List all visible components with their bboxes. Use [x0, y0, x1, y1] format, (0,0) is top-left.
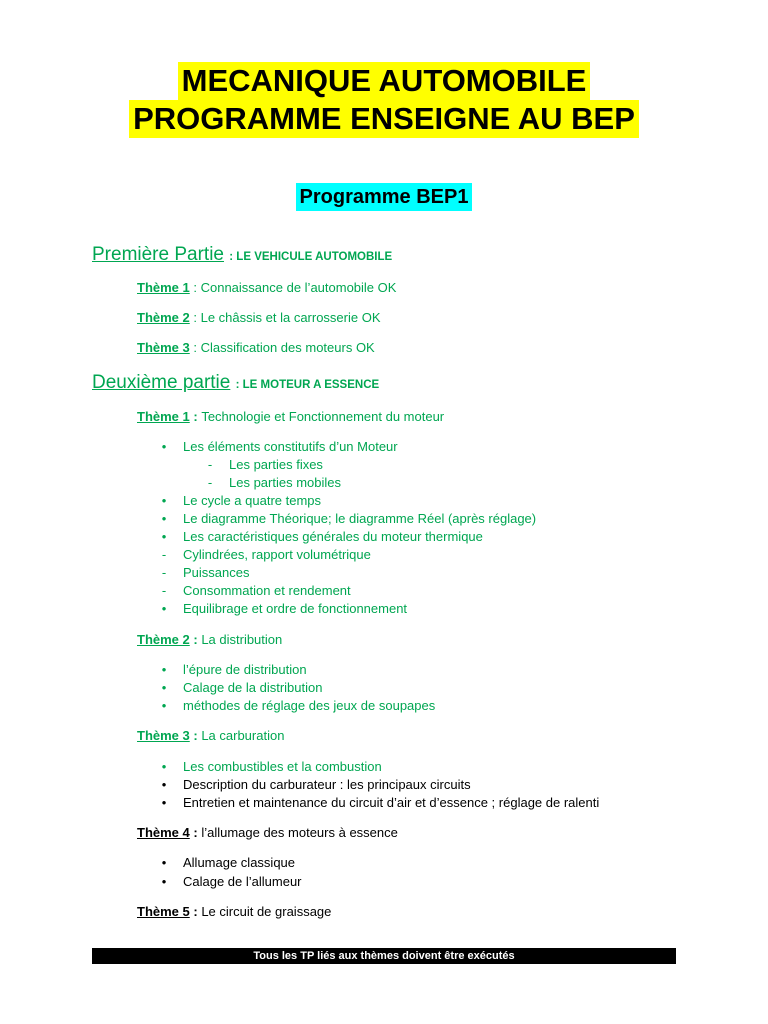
list-item — [207, 474, 341, 492]
list-item — [161, 697, 436, 715]
part-2-title: Deuxième partie — [92, 372, 231, 393]
list-item — [161, 438, 398, 456]
list-item — [161, 546, 371, 564]
bullet-marker: • — [161, 759, 167, 774]
list-item — [207, 456, 323, 474]
list-item — [161, 758, 382, 776]
footer-banner: Tous les TP liés aux thèmes doivent être exécutés — [92, 948, 676, 964]
item-text: Les parties fixes — [229, 457, 323, 472]
theme-label: Thème 2 — [137, 632, 190, 647]
item-text: Les parties mobiles — [229, 475, 341, 490]
item-text: Description du carburateur : les principaux circuits — [183, 777, 471, 792]
item-text: Consommation et rendement — [183, 583, 351, 598]
part-1-theme-1 — [137, 279, 396, 297]
theme-text: : Connaissance de l’automobile OK — [193, 280, 397, 295]
part-2-theme-5 — [137, 903, 331, 921]
item-text: Calage de la distribution — [183, 680, 323, 695]
theme-text: La carburation — [201, 728, 285, 743]
document-title — [0, 62, 768, 138]
theme-label: Thème 1 — [137, 409, 190, 424]
list-item — [161, 679, 323, 697]
theme-label: Thème 3 — [137, 340, 190, 355]
item-text: Puissances — [183, 565, 250, 580]
part-2-theme-3 — [137, 727, 284, 745]
theme-label: Thème 3 — [137, 728, 190, 743]
part-2-theme-1 — [137, 408, 444, 426]
subtitle-text: Programme BEP1 — [296, 183, 473, 211]
list-item — [161, 854, 296, 872]
item-text: Le cycle a quatre temps — [183, 493, 322, 508]
bullet-marker: • — [161, 680, 167, 695]
part-1-heading — [92, 243, 392, 269]
part-1-title: Première Partie — [92, 244, 224, 265]
part-1-theme-3 — [137, 339, 375, 357]
dash-marker: - — [207, 475, 213, 490]
theme-text: Technologie et Fonctionnement du moteur — [201, 409, 445, 424]
bullet-marker: • — [161, 662, 167, 677]
list-item — [161, 794, 600, 812]
item-text: l’épure de distribution — [183, 662, 307, 677]
bullet-marker: • — [161, 529, 167, 544]
dash-marker: - — [161, 583, 167, 598]
list-item — [161, 873, 302, 891]
theme-separator: : — [189, 904, 202, 919]
item-text: Les caractéristiques générales du moteur thermique — [183, 529, 483, 544]
bullet-marker: • — [161, 511, 167, 526]
list-item — [161, 492, 322, 510]
dash-marker: - — [161, 565, 167, 580]
list-item — [161, 510, 537, 528]
dash-marker: - — [207, 457, 213, 472]
theme-label: Thème 2 — [137, 310, 190, 325]
theme-label: Thème 1 — [137, 280, 190, 295]
list-item — [161, 528, 483, 546]
bullet-marker: • — [161, 601, 167, 616]
item-text: Les éléments constitutifs d’un Moteur — [183, 439, 398, 454]
theme-text: l’allumage des moteurs à essence — [201, 825, 398, 840]
item-text: Equilibrage et ordre de fonctionnement — [183, 601, 408, 616]
part-2-heading — [92, 371, 379, 397]
title-line-1: MECANIQUE AUTOMOBILE — [178, 62, 591, 100]
list-item — [161, 776, 471, 794]
bullet-marker: • — [161, 855, 167, 870]
item-text: Les combustibles et la combustion — [183, 759, 382, 774]
part-1-description: : LE VEHICULE AUTOMOBILE — [229, 251, 393, 263]
theme-separator: : — [189, 409, 202, 424]
part-2-description: : LE MOTEUR A ESSENCE — [235, 379, 380, 391]
list-item — [161, 661, 307, 679]
program-subtitle — [0, 183, 768, 211]
theme-label: Thème 5 — [137, 904, 190, 919]
part-2-theme-2 — [137, 631, 282, 649]
theme-separator: : — [189, 632, 202, 647]
list-item — [161, 564, 250, 582]
part-1-theme-2 — [137, 309, 381, 327]
item-text: Calage de l’allumeur — [183, 874, 302, 889]
bullet-marker: • — [161, 795, 167, 810]
item-text: Allumage classique — [183, 855, 296, 870]
theme-text: : Le châssis et la carrosserie OK — [193, 310, 381, 325]
item-text: Le diagramme Théorique; le diagramme Réel (après réglage) — [183, 511, 537, 526]
bullet-marker: • — [161, 777, 167, 792]
list-item — [161, 600, 408, 618]
bullet-marker: • — [161, 698, 167, 713]
part-2-theme-4 — [137, 824, 398, 842]
item-text: Cylindrées, rapport volumétrique — [183, 547, 371, 562]
theme-label: Thème 4 — [137, 825, 190, 840]
item-text: Entretien et maintenance du circuit d’air et d’essence ; réglage de ralenti — [183, 795, 600, 810]
bullet-marker: • — [161, 439, 167, 454]
dash-marker: - — [161, 547, 167, 562]
bullet-marker: • — [161, 874, 167, 889]
title-line-2: PROGRAMME ENSEIGNE AU BEP — [129, 100, 639, 138]
item-text: méthodes de réglage des jeux de soupapes — [183, 698, 436, 713]
theme-separator: : — [189, 728, 202, 743]
theme-text: La distribution — [201, 632, 283, 647]
theme-text: : Classification des moteurs OK — [193, 340, 375, 355]
list-item — [161, 582, 351, 600]
theme-text: Le circuit de graissage — [201, 904, 332, 919]
theme-separator: : — [189, 825, 202, 840]
bullet-marker: • — [161, 493, 167, 508]
